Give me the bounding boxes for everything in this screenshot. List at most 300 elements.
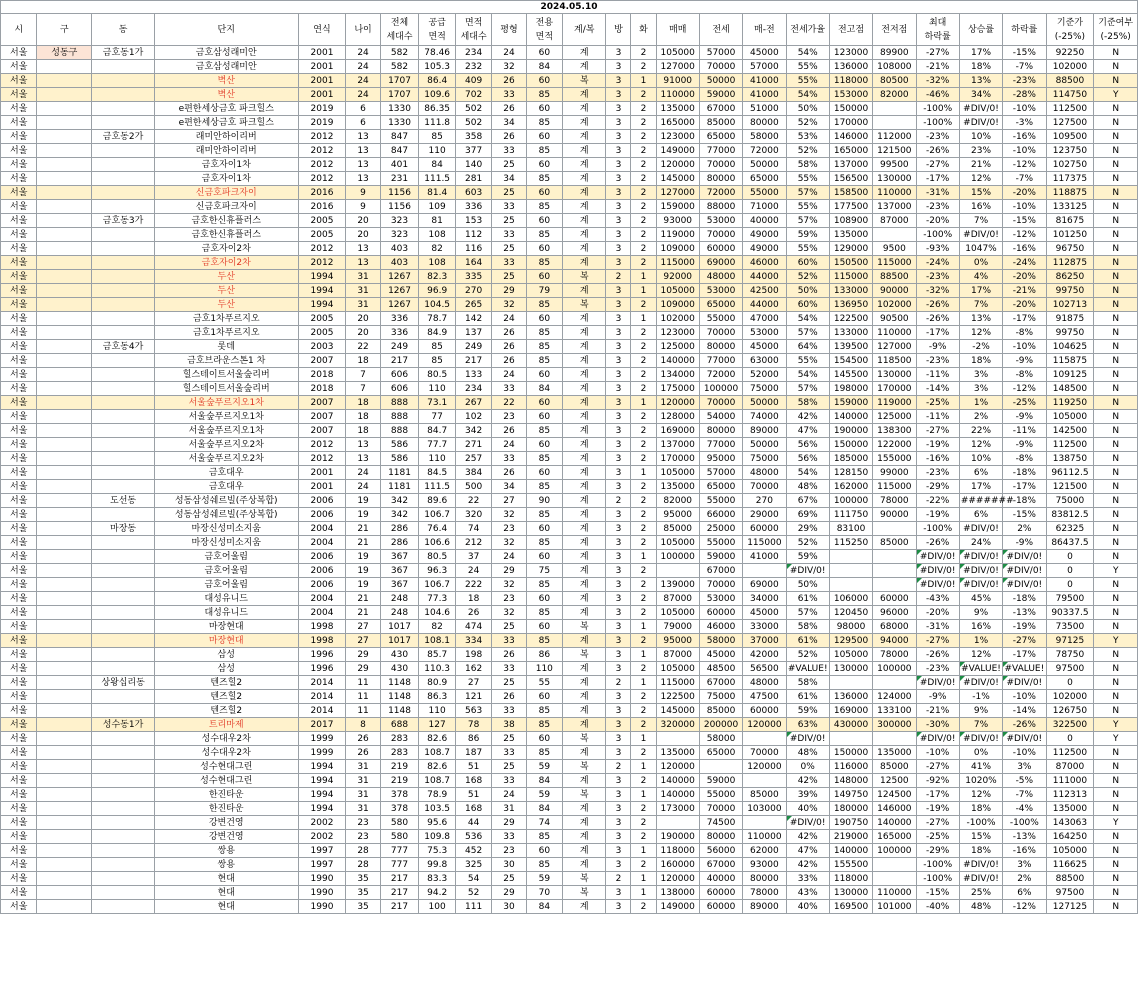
cell-sale-price[interactable]: 127000 (656, 186, 699, 200)
cell-type[interactable]: 계 (563, 494, 606, 508)
cell-pyeong[interactable]: 31 (492, 802, 526, 816)
cell-jeonse-ratio[interactable]: 59% (786, 704, 829, 718)
cell-base-price[interactable]: 97125 (1046, 634, 1094, 648)
cell-base-price[interactable]: 115875 (1046, 354, 1094, 368)
cell-complex[interactable]: 텐즈힐2 (154, 676, 298, 690)
cell-max-drop[interactable]: -16% (916, 452, 959, 466)
column-header-rooms[interactable]: 방 (606, 14, 631, 46)
cell-jeonse-price[interactable]: 59000 (699, 774, 742, 788)
cell-city[interactable]: 서울 (1, 396, 37, 410)
cell-sale-minus-jeonse[interactable]: 65000 (743, 172, 786, 186)
cell-prev-high[interactable]: 150500 (829, 256, 872, 270)
cell-city[interactable]: 서울 (1, 214, 37, 228)
cell-sale-price[interactable]: 165000 (656, 116, 699, 130)
cell-base-flag[interactable]: N (1094, 214, 1138, 228)
cell-prev-high[interactable]: 169000 (829, 704, 872, 718)
cell-dong[interactable] (92, 438, 155, 452)
cell-age[interactable]: 31 (346, 298, 380, 312)
cell-complex[interactable]: 금호한신휴플러스 (154, 228, 298, 242)
cell-drop-rate[interactable]: -19% (1003, 620, 1046, 634)
cell-rooms[interactable]: 3 (606, 620, 631, 634)
cell-exclusive-area[interactable]: 85 (526, 704, 562, 718)
cell-baths[interactable]: 2 (631, 494, 656, 508)
cell-year-built[interactable]: 2014 (298, 690, 346, 704)
cell-supply-area[interactable]: 127 (419, 718, 455, 732)
cell-prev-low[interactable] (873, 116, 916, 130)
cell-jeonse-ratio[interactable]: 52% (786, 536, 829, 550)
cell-pyeong[interactable]: 26 (492, 326, 526, 340)
cell-type[interactable]: 계 (563, 466, 606, 480)
cell-exclusive-area[interactable]: 84 (526, 60, 562, 74)
cell-district[interactable] (37, 480, 92, 494)
cell-area-households[interactable]: 358 (455, 130, 491, 144)
cell-sale-minus-jeonse[interactable]: 58000 (743, 130, 786, 144)
cell-drop-rate[interactable]: -9% (1003, 354, 1046, 368)
cell-dong[interactable] (92, 452, 155, 466)
cell-prev-high[interactable]: 430000 (829, 718, 872, 732)
column-header-area-households[interactable]: 면적 세대수 (455, 14, 491, 46)
cell-drop-rate[interactable]: -18% (1003, 466, 1046, 480)
cell-rooms[interactable]: 3 (606, 368, 631, 382)
cell-jeonse-price[interactable]: 59000 (699, 550, 742, 564)
cell-area-households[interactable]: 78 (455, 718, 491, 732)
cell-exclusive-area[interactable]: 85 (526, 858, 562, 872)
cell-type[interactable]: 계 (563, 508, 606, 522)
cell-drop-rate[interactable]: -12% (1003, 158, 1046, 172)
cell-rise-rate[interactable]: 15% (959, 186, 1002, 200)
cell-district[interactable] (37, 452, 92, 466)
cell-supply-area[interactable]: 82.3 (419, 270, 455, 284)
cell-max-drop[interactable]: -23% (916, 200, 959, 214)
cell-city[interactable]: 서울 (1, 816, 37, 830)
cell-sale-price[interactable]: 95000 (656, 634, 699, 648)
cell-year-built[interactable]: 2001 (298, 480, 346, 494)
cell-sale-price[interactable]: 109000 (656, 242, 699, 256)
cell-complex[interactable]: 신금호파크자이 (154, 200, 298, 214)
cell-type[interactable]: 복 (563, 74, 606, 88)
cell-rooms[interactable]: 3 (606, 662, 631, 676)
cell-exclusive-area[interactable]: 85 (526, 634, 562, 648)
cell-sale-minus-jeonse[interactable]: 85000 (743, 788, 786, 802)
cell-drop-rate[interactable]: #DIV/0! (1003, 550, 1046, 564)
cell-sale-minus-jeonse[interactable] (743, 774, 786, 788)
cell-sale-price[interactable]: 87000 (656, 592, 699, 606)
cell-city[interactable]: 서울 (1, 746, 37, 760)
cell-area-households[interactable]: 270 (455, 284, 491, 298)
cell-rise-rate[interactable]: 25% (959, 886, 1002, 900)
cell-baths[interactable]: 2 (631, 508, 656, 522)
cell-base-flag[interactable]: N (1094, 480, 1138, 494)
cell-jeonse-price[interactable]: 65000 (699, 746, 742, 760)
cell-pyeong[interactable]: 25 (492, 242, 526, 256)
cell-baths[interactable]: 2 (631, 242, 656, 256)
cell-year-built[interactable]: 2017 (298, 718, 346, 732)
cell-prev-high[interactable]: 100000 (829, 494, 872, 508)
cell-pyeong[interactable]: 23 (492, 522, 526, 536)
cell-pyeong[interactable]: 25 (492, 186, 526, 200)
cell-rise-rate[interactable]: 17% (959, 284, 1002, 298)
cell-exclusive-area[interactable]: 74 (526, 816, 562, 830)
cell-exclusive-area[interactable]: 60 (526, 550, 562, 564)
cell-sale-minus-jeonse[interactable]: 41000 (743, 550, 786, 564)
cell-supply-area[interactable]: 86.35 (419, 102, 455, 116)
cell-area-households[interactable]: 217 (455, 354, 491, 368)
cell-prev-low[interactable]: 127000 (873, 340, 916, 354)
cell-dong[interactable] (92, 480, 155, 494)
cell-rooms[interactable]: 3 (606, 144, 631, 158)
cell-rise-rate[interactable]: 0% (959, 256, 1002, 270)
cell-pyeong[interactable]: 33 (492, 830, 526, 844)
cell-supply-area[interactable]: 111.5 (419, 172, 455, 186)
cell-age[interactable]: 29 (346, 662, 380, 676)
cell-rooms[interactable]: 3 (606, 424, 631, 438)
cell-base-price[interactable]: 142500 (1046, 424, 1094, 438)
cell-prev-low[interactable]: 89900 (873, 46, 916, 60)
cell-base-price[interactable]: 118875 (1046, 186, 1094, 200)
cell-area-households[interactable]: 212 (455, 536, 491, 550)
cell-baths[interactable]: 1 (631, 466, 656, 480)
cell-prev-low[interactable]: 124000 (873, 690, 916, 704)
cell-max-drop[interactable]: -26% (916, 536, 959, 550)
cell-drop-rate[interactable]: -23% (1003, 74, 1046, 88)
cell-complex[interactable]: 한진타운 (154, 788, 298, 802)
cell-base-flag[interactable]: N (1094, 704, 1138, 718)
cell-dong[interactable] (92, 410, 155, 424)
cell-prev-low[interactable]: 78000 (873, 648, 916, 662)
cell-supply-area[interactable]: 110.3 (419, 662, 455, 676)
cell-prev-low[interactable]: 90000 (873, 508, 916, 522)
cell-base-flag[interactable]: N (1094, 508, 1138, 522)
cell-type[interactable]: 계 (563, 130, 606, 144)
cell-drop-rate[interactable]: 2% (1003, 872, 1046, 886)
cell-district[interactable] (37, 704, 92, 718)
cell-baths[interactable]: 2 (631, 592, 656, 606)
cell-age[interactable]: 19 (346, 550, 380, 564)
cell-year-built[interactable]: 2005 (298, 312, 346, 326)
cell-baths[interactable]: 2 (631, 130, 656, 144)
cell-area-households[interactable]: 22 (455, 494, 491, 508)
cell-area-households[interactable]: 409 (455, 74, 491, 88)
cell-rooms[interactable]: 3 (606, 606, 631, 620)
cell-sale-price[interactable]: 120000 (656, 158, 699, 172)
cell-area-households[interactable]: 452 (455, 844, 491, 858)
cell-pyeong[interactable]: 33 (492, 200, 526, 214)
cell-base-price[interactable]: 102000 (1046, 690, 1094, 704)
cell-jeonse-price[interactable]: 54000 (699, 410, 742, 424)
cell-supply-area[interactable]: 85 (419, 340, 455, 354)
cell-year-built[interactable]: 2007 (298, 354, 346, 368)
cell-area-households[interactable]: 51 (455, 760, 491, 774)
cell-pyeong[interactable]: 34 (492, 480, 526, 494)
cell-age[interactable]: 18 (346, 354, 380, 368)
cell-exclusive-area[interactable]: 79 (526, 284, 562, 298)
column-header-rise-rate[interactable]: 상승률 (959, 14, 1002, 46)
cell-drop-rate[interactable]: -25% (1003, 396, 1046, 410)
cell-sale-minus-jeonse[interactable]: 33000 (743, 620, 786, 634)
cell-base-price[interactable]: 73500 (1046, 620, 1094, 634)
cell-complex[interactable]: 삼성 (154, 648, 298, 662)
cell-complex[interactable]: 마장현대 (154, 620, 298, 634)
cell-supply-area[interactable]: 109 (419, 200, 455, 214)
column-header-district[interactable]: 구 (37, 14, 92, 46)
cell-prev-low[interactable]: 110000 (873, 186, 916, 200)
cell-district[interactable] (37, 872, 92, 886)
cell-rise-rate[interactable]: 18% (959, 354, 1002, 368)
cell-area-households[interactable]: 335 (455, 270, 491, 284)
cell-district[interactable] (37, 340, 92, 354)
cell-rooms[interactable]: 3 (606, 158, 631, 172)
cell-total-households[interactable]: 367 (380, 564, 419, 578)
cell-total-households[interactable]: 847 (380, 130, 419, 144)
cell-total-households[interactable]: 283 (380, 732, 419, 746)
cell-baths[interactable]: 2 (631, 536, 656, 550)
cell-age[interactable]: 21 (346, 606, 380, 620)
cell-max-drop[interactable]: -14% (916, 382, 959, 396)
cell-city[interactable]: 서울 (1, 186, 37, 200)
cell-city[interactable]: 서울 (1, 284, 37, 298)
cell-complex[interactable]: 쌍용 (154, 858, 298, 872)
cell-jeonse-price[interactable]: 77000 (699, 438, 742, 452)
cell-complex[interactable]: 서울숲푸르지오1차 (154, 410, 298, 424)
cell-prev-low[interactable]: 90000 (873, 284, 916, 298)
cell-baths[interactable]: 2 (631, 690, 656, 704)
cell-base-flag[interactable]: N (1094, 620, 1138, 634)
cell-rise-rate[interactable]: 0% (959, 746, 1002, 760)
cell-prev-low[interactable]: 82000 (873, 88, 916, 102)
cell-district[interactable] (37, 522, 92, 536)
cell-rise-rate[interactable]: 2% (959, 410, 1002, 424)
cell-base-flag[interactable]: N (1094, 326, 1138, 340)
cell-dong[interactable] (92, 424, 155, 438)
cell-jeonse-ratio[interactable]: 50% (786, 284, 829, 298)
cell-rooms[interactable]: 3 (606, 242, 631, 256)
cell-supply-area[interactable]: 83.3 (419, 872, 455, 886)
cell-jeonse-ratio[interactable]: 40% (786, 802, 829, 816)
cell-dong[interactable] (92, 172, 155, 186)
cell-prev-high[interactable]: 150000 (829, 102, 872, 116)
cell-max-drop[interactable]: -11% (916, 368, 959, 382)
cell-sale-minus-jeonse[interactable]: 75000 (743, 382, 786, 396)
cell-type[interactable]: 계 (563, 452, 606, 466)
cell-dong[interactable] (92, 536, 155, 550)
cell-type[interactable]: 계 (563, 410, 606, 424)
cell-jeonse-price[interactable]: 70000 (699, 396, 742, 410)
cell-prev-low[interactable]: 138300 (873, 424, 916, 438)
column-header-city[interactable]: 시 (1, 14, 37, 46)
cell-sale-price[interactable]: 140000 (656, 788, 699, 802)
cell-rise-rate[interactable]: #DIV/0! (959, 116, 1002, 130)
cell-complex[interactable]: e편한세상금호 파크힐스 (154, 102, 298, 116)
cell-city[interactable]: 서울 (1, 578, 37, 592)
cell-supply-area[interactable]: 104.6 (419, 606, 455, 620)
cell-district[interactable] (37, 116, 92, 130)
cell-city[interactable]: 서울 (1, 802, 37, 816)
cell-total-households[interactable]: 580 (380, 816, 419, 830)
cell-year-built[interactable]: 2004 (298, 522, 346, 536)
cell-complex[interactable]: 힐스테이트서울숲리버 (154, 368, 298, 382)
cell-max-drop[interactable]: -11% (916, 410, 959, 424)
cell-district[interactable] (37, 354, 92, 368)
cell-rise-rate[interactable]: 9% (959, 704, 1002, 718)
cell-jeonse-price[interactable]: 48000 (699, 270, 742, 284)
cell-sale-price[interactable]: 87000 (656, 648, 699, 662)
cell-city[interactable]: 서울 (1, 46, 37, 60)
cell-sale-minus-jeonse[interactable]: 49000 (743, 228, 786, 242)
cell-max-drop[interactable]: #DIV/0! (916, 578, 959, 592)
cell-type[interactable]: 계 (563, 354, 606, 368)
cell-sale-minus-jeonse[interactable]: 60000 (743, 522, 786, 536)
cell-jeonse-price[interactable]: 50000 (699, 74, 742, 88)
cell-sale-price[interactable]: 320000 (656, 718, 699, 732)
cell-pyeong[interactable]: 26 (492, 424, 526, 438)
cell-prev-low[interactable]: 85000 (873, 536, 916, 550)
cell-jeonse-ratio[interactable]: 60% (786, 298, 829, 312)
cell-year-built[interactable]: 2014 (298, 676, 346, 690)
cell-max-drop[interactable]: -21% (916, 60, 959, 74)
cell-rooms[interactable]: 3 (606, 228, 631, 242)
cell-year-built[interactable]: 2012 (298, 438, 346, 452)
cell-city[interactable]: 서울 (1, 900, 37, 914)
cell-pyeong[interactable]: 33 (492, 774, 526, 788)
cell-year-built[interactable]: 2001 (298, 74, 346, 88)
cell-base-price[interactable]: 135000 (1046, 802, 1094, 816)
cell-type[interactable]: 계 (563, 718, 606, 732)
cell-baths[interactable]: 2 (631, 816, 656, 830)
cell-rooms[interactable]: 2 (606, 760, 631, 774)
cell-max-drop[interactable]: -100% (916, 102, 959, 116)
cell-sale-minus-jeonse[interactable]: 34000 (743, 592, 786, 606)
cell-total-households[interactable]: 378 (380, 802, 419, 816)
cell-area-households[interactable]: 234 (455, 46, 491, 60)
cell-pyeong[interactable]: 24 (492, 368, 526, 382)
cell-base-flag[interactable]: N (1094, 354, 1138, 368)
cell-complex[interactable]: 현대 (154, 900, 298, 914)
cell-exclusive-area[interactable]: 85 (526, 326, 562, 340)
cell-pyeong[interactable]: 23 (492, 844, 526, 858)
cell-age[interactable]: 24 (346, 60, 380, 74)
cell-prev-low[interactable]: 140000 (873, 816, 916, 830)
cell-area-households[interactable]: 265 (455, 298, 491, 312)
cell-sale-minus-jeonse[interactable]: 53000 (743, 326, 786, 340)
column-header-total-households[interactable]: 전체 세대수 (380, 14, 419, 46)
cell-rise-rate[interactable]: 16% (959, 620, 1002, 634)
cell-district[interactable] (37, 578, 92, 592)
cell-jeonse-price[interactable]: 85000 (699, 116, 742, 130)
cell-district[interactable] (37, 158, 92, 172)
cell-sale-minus-jeonse[interactable]: 55000 (743, 186, 786, 200)
cell-type[interactable]: 계 (563, 676, 606, 690)
cell-rise-rate[interactable]: 18% (959, 60, 1002, 74)
cell-prev-high[interactable]: 148000 (829, 774, 872, 788)
cell-drop-rate[interactable]: -18% (1003, 592, 1046, 606)
cell-pyeong[interactable]: 29 (492, 564, 526, 578)
cell-dong[interactable] (92, 746, 155, 760)
cell-dong[interactable] (92, 102, 155, 116)
cell-age[interactable]: 9 (346, 200, 380, 214)
cell-supply-area[interactable]: 84.7 (419, 424, 455, 438)
cell-total-households[interactable]: 777 (380, 844, 419, 858)
cell-total-households[interactable]: 888 (380, 410, 419, 424)
cell-year-built[interactable]: 1990 (298, 872, 346, 886)
cell-baths[interactable]: 2 (631, 774, 656, 788)
cell-rooms[interactable]: 3 (606, 690, 631, 704)
cell-baths[interactable]: 2 (631, 214, 656, 228)
cell-type[interactable]: 계 (563, 578, 606, 592)
cell-exclusive-area[interactable]: 85 (526, 424, 562, 438)
cell-year-built[interactable]: 2012 (298, 130, 346, 144)
cell-prev-high[interactable]: 150000 (829, 438, 872, 452)
cell-total-households[interactable]: 378 (380, 788, 419, 802)
cell-base-price[interactable]: 164250 (1046, 830, 1094, 844)
cell-rise-rate[interactable]: 4% (959, 270, 1002, 284)
cell-district[interactable] (37, 256, 92, 270)
cell-total-households[interactable]: 430 (380, 662, 419, 676)
cell-rise-rate[interactable]: #DIV/0! (959, 564, 1002, 578)
cell-area-households[interactable]: 18 (455, 592, 491, 606)
cell-base-flag[interactable]: N (1094, 858, 1138, 872)
cell-prev-low[interactable]: 68000 (873, 620, 916, 634)
cell-city[interactable]: 서울 (1, 718, 37, 732)
cell-total-households[interactable]: 248 (380, 592, 419, 606)
cell-supply-area[interactable]: 77.3 (419, 592, 455, 606)
cell-rise-rate[interactable]: 34% (959, 88, 1002, 102)
cell-jeonse-price[interactable]: 40000 (699, 872, 742, 886)
cell-rooms[interactable]: 3 (606, 102, 631, 116)
cell-prev-low[interactable]: 165000 (873, 830, 916, 844)
cell-type[interactable]: 계 (563, 438, 606, 452)
cell-baths[interactable]: 2 (631, 606, 656, 620)
cell-drop-rate[interactable]: -10% (1003, 340, 1046, 354)
cell-sale-minus-jeonse[interactable]: 44000 (743, 270, 786, 284)
cell-pyeong[interactable]: 24 (492, 312, 526, 326)
cell-area-households[interactable]: 137 (455, 326, 491, 340)
cell-year-built[interactable]: 2012 (298, 242, 346, 256)
cell-pyeong[interactable]: 26 (492, 690, 526, 704)
cell-rooms[interactable]: 3 (606, 116, 631, 130)
cell-exclusive-area[interactable]: 55 (526, 676, 562, 690)
cell-age[interactable]: 35 (346, 872, 380, 886)
cell-district[interactable] (37, 144, 92, 158)
cell-jeonse-ratio[interactable]: 52% (786, 144, 829, 158)
cell-pyeong[interactable]: 33 (492, 452, 526, 466)
cell-pyeong[interactable]: 26 (492, 130, 526, 144)
column-header-age[interactable]: 나이 (346, 14, 380, 46)
cell-jeonse-ratio[interactable]: #VALUE! (787, 663, 828, 674)
cell-total-households[interactable]: 1156 (380, 200, 419, 214)
cell-rise-rate[interactable]: #DIV/0! (959, 858, 1002, 872)
cell-age[interactable]: 6 (346, 102, 380, 116)
cell-total-households[interactable]: 847 (380, 144, 419, 158)
cell-base-flag[interactable]: N (1094, 368, 1138, 382)
cell-jeonse-ratio[interactable]: 57% (786, 326, 829, 340)
cell-type[interactable]: 계 (563, 550, 606, 564)
cell-dong[interactable] (92, 648, 155, 662)
cell-complex[interactable]: 금호1차푸르지오 (154, 312, 298, 326)
cell-drop-rate[interactable]: -11% (1003, 424, 1046, 438)
cell-area-households[interactable]: 271 (455, 438, 491, 452)
cell-drop-rate[interactable]: -20% (1003, 298, 1046, 312)
cell-prev-low[interactable] (873, 872, 916, 886)
cell-pyeong[interactable]: 24 (492, 788, 526, 802)
cell-year-built[interactable]: 2019 (298, 102, 346, 116)
cell-max-drop[interactable]: -15% (916, 886, 959, 900)
cell-pyeong[interactable]: 26 (492, 340, 526, 354)
cell-baths[interactable]: 2 (631, 480, 656, 494)
cell-district[interactable] (37, 732, 92, 746)
cell-city[interactable]: 서울 (1, 788, 37, 802)
cell-sale-price[interactable]: 145000 (656, 704, 699, 718)
cell-sale-price[interactable]: 110000 (656, 88, 699, 102)
